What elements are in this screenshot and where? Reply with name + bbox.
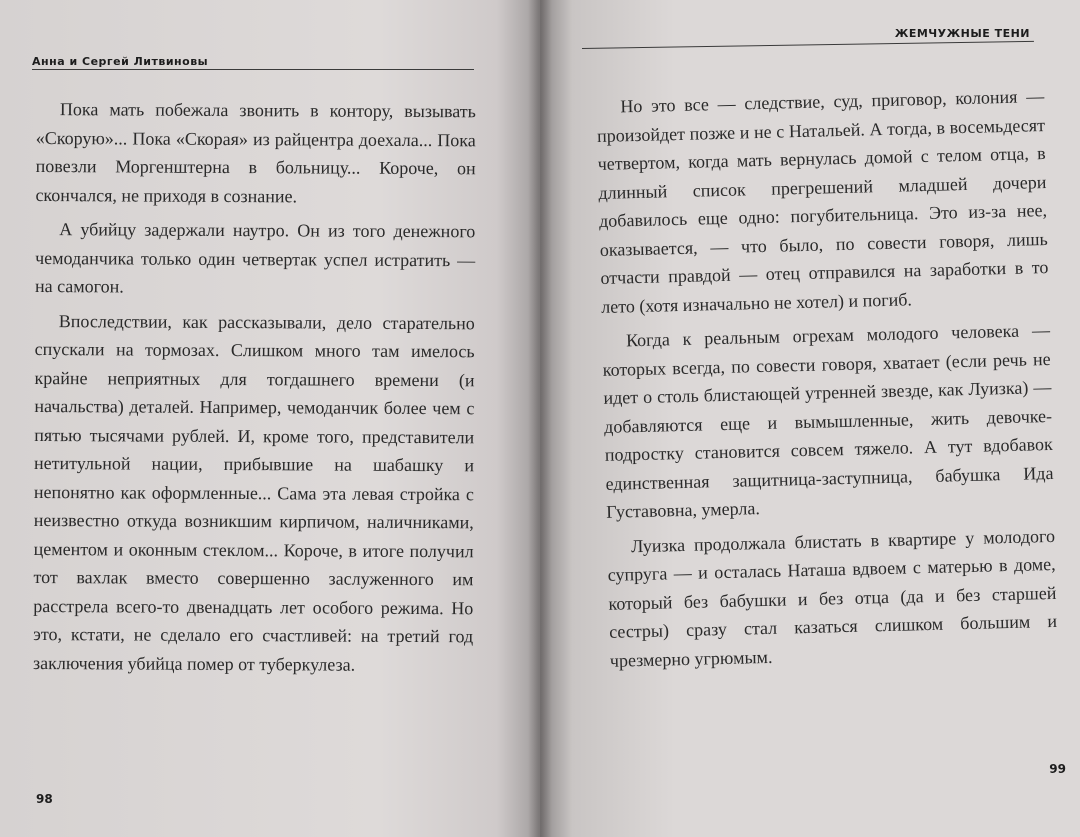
paragraph: Когда к реальным огрехам молодого человека — которых всегда, по совести говоря, хватает (если речь не идет о столь блистающей утренней звезде, как Луизка) — добавляются еще и вымышленные, жить девочке-подростку становится совсем тяжело. А тут вдобавок единственная защитница-заступница, бабушка Ида Густавовна, умерла.	[602, 319, 1054, 522]
page-number-left: 98	[36, 792, 53, 806]
page-number-right: 99	[1049, 762, 1066, 776]
running-head-title: ЖЕМЧУЖНЫЕ ТЕНИ	[894, 27, 1030, 40]
paragraph: А убийцу задержали наутро. Он из того денежного чемоданчика только один четвертак успел истратить — на самогон.	[34, 219, 476, 297]
left-page-text	[33, 95, 476, 685]
header-rule	[582, 41, 1034, 49]
running-head-authors: Анна и Сергей Литвиновы	[32, 55, 209, 68]
header-rule	[32, 69, 474, 70]
book-gutter	[528, 0, 552, 837]
paragraph: Луизка продолжала блистать в квартире у молодого супруга — и осталась Наташа вдвоем с матерью в доме, который без бабушки и без отца (да и без старшей сестры) сразу стал казаться слишком большим и чрезмерно угрюмым.	[607, 525, 1058, 671]
paragraph: Но это все — следствие, суд, приговор, колония — произойдет позже и не с Натальей. А тогда, в восемьдесят четвертом, когда мать вернулась домой с телом отца, в длинный список прегрешений младшей дочери добавилось еще одно: погубительница. Это из-за нее, оказывается, — что было, по совести говоря, лишь отчасти правдой — отец отправился на заработки в то лето (хотя изначально не хотел) и погиб.	[596, 86, 1049, 317]
paragraph: Пока мать побежала звонить в контору, вызывать «Скорую»... Пока «Скорая» из райцентра доехала... Пока повезли Моргенштерна в больницу... Короче, он скончался, не приходя в сознание.	[35, 99, 476, 206]
right-page	[540, 0, 1080, 837]
paragraph: Впоследствии, как рассказывали, дело старательно спускали на тормозах. Слишком много там имелось крайне неприятных для тогдашнего времени (и начальства) деталей. Например, чемоданчик более чем с пятью тысячами рублей. И, кроме того, представители нетитульной нации, прибывшие на шабашку и непонятно как оформленные... Сама эта левая стройка с неизвестно откуда возникшим кирпичом, наличниками, цементом и оконным стеклом... Короче, в итоге получил тот вахлак вместо совершенно заслуженного им расстрела всего-то двенадцать лет особого режима. Но это, кстати, не сделало его счастливей: на третий год заключения убийца помер от туберкулеза.	[32, 310, 475, 675]
right-page-text	[596, 82, 1058, 681]
